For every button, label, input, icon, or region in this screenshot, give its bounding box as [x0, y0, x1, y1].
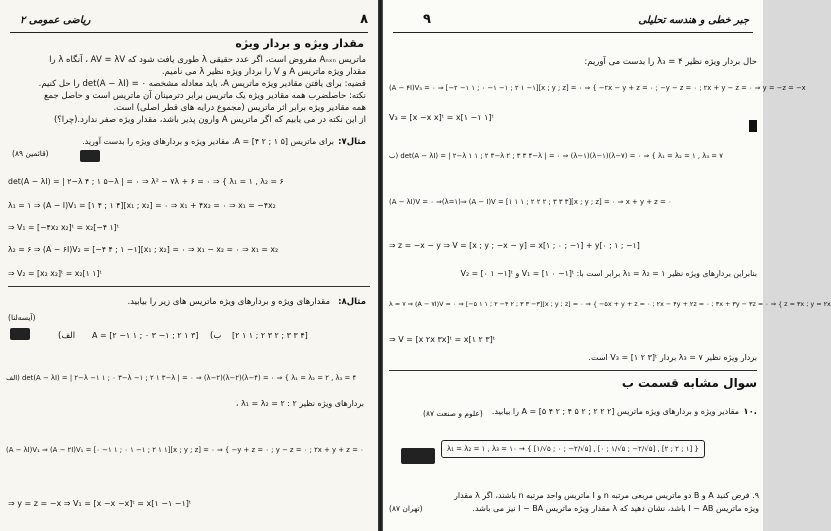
- q10-text: مقادیر ویژه و بردارهای ویژه ماتریس A = [۵ ۴ ۲ ; ۴ ۵ ۲ ; ۲ ۲ ۲] را بیابید.: [491, 407, 739, 416]
- answer-icon: [401, 448, 435, 464]
- running-title: ریاضی عمومی ۲: [20, 15, 91, 26]
- running-title: جبر خطی و هندسه تحلیلی: [638, 15, 749, 26]
- rp-line-4: ب) det(A − λI) = | ۲−λ ۱ ۱ ; ۲ ۳−λ ۲ ; ۳ ۳ ۴−λ | = ۰ ⇒ (λ−۱)(λ−۱)(λ−۷) = ۰ ⇒ { λ₁ = λ₂ = ۱ , λ₃ = ۷: [389, 152, 723, 160]
- left-page: [0, 0, 378, 531]
- example-7-label: مثال۷:: [338, 137, 366, 147]
- intro-line-1: ماتریس Aₙₓₙ مفروض است، اگر عدد حقیقی λ طوری یافت شود که AV = λV ، آنگاه λ را: [49, 55, 366, 65]
- example-8-label: مثال۸:: [338, 297, 366, 307]
- rp-line-9: ⇒ V = [x ۲x ۳x]ᵗ = x[۱ ۲ ۳]ᵗ: [389, 335, 496, 344]
- q9-line-1: ۹. فرض کنید A و B دو ماتریس مربعی مرتبه n و I ماتریس واحد مرتبه n باشند، اگر λ مقدار: [453, 491, 759, 500]
- rp-line-6: ⇒ z = −x − y ⇒ V = [x ; y ; −x − y] = x[۱ ; ۰ ; −۱] + y[۰ ; ۱ ; −۱]: [389, 241, 640, 250]
- q10-answer: λ₁ = λ₂ = ۱ , λ₃ = ۱۰ → { [۱/√۵ ; ۰ ; −۲/√۵] , [۰ ; ۱/√۵ ; −۲/√۵] , [۲ ; ۲ ; ۱] }: [441, 440, 705, 458]
- example-8-text: مقدارهای ویژه و بردارهای ویژه ماتریس های زیر را بیابید.: [127, 297, 330, 307]
- rp-line-2: (A − ۴I)V₃ = ۰ ⇒ [−۲ −۱ ۱ ; ۰ −۱ −۱ ; ۲ ۱ −۱][x ; y ; z] = ۰ ⇒ { −۲x − y + z = ۰ ; −y − z = ۰ ; ۲x + y − z = ۰ ⇒ y = −z = −x: [389, 84, 806, 92]
- rp-line-3: V₃ = [x −x x]ᵗ = x[۱ −۱ ۱]ᵗ: [389, 113, 494, 122]
- right-page: [383, 0, 831, 531]
- page-number: ۹: [423, 12, 431, 27]
- solution-icon: [80, 150, 100, 162]
- rp-line-1: حال بردار ویژه نظیر ۴ = λ₃ را بدست می آوریم:: [584, 57, 757, 67]
- bullet-marker: [749, 120, 757, 132]
- matrix-b-label: (ب: [210, 331, 222, 341]
- solution-icon: [10, 328, 30, 340]
- eq-line-4: λ₂ = ۶ ⇒ (A − ۶I)V₂ = [−۴ ۴ ; ۱ −۱][x₁ ; x₂] = ۰ ⇒ x₁ − x₂ = ۰ ⇒ x₁ = x₂: [8, 245, 279, 254]
- section-title: مقدار ویژه و بردار ویژه: [235, 37, 364, 50]
- divider: [389, 370, 757, 371]
- q10-number: ۱۰.: [743, 407, 757, 417]
- similar-questions-title: سوال مشابه قسمت ب: [621, 376, 757, 390]
- example-8-ref: (آیسه‌لنا): [8, 313, 36, 322]
- rp-line-10: بردار ویژه نظیر ۷ = λ₃ بردار V₃ = [۱ ۲ ۳]ᵗ است.: [588, 353, 757, 362]
- page-number: ۸: [360, 12, 368, 27]
- q10-ref: (علوم و صنعت ۸۷): [423, 409, 483, 418]
- rp-line-8: λ = ۷ ⇒ (A − ۷I)V = ۰ ⇒ [−۵ ۱ ۱ ; ۲ −۴ ۲ ; ۳ ۳ −۳][x ; y ; z] = ۰ ⇒ { −۵x + y + z = ۰ ; ۲x − ۴y + ۲z = ۰ ; ۳x + ۳y − ۳z = ۰ ⇒ { z = ۳x ; y = ۲x: [389, 300, 831, 308]
- intro-line-3: قضیه: برای یافتن مقادیر ویژه ماتریس A، باید معادله مشخصه det(A − λI) = ۰ را حل کنیم.: [38, 79, 366, 89]
- rp-line-5: (A − λI)V = ۰ ⇒(λ=۱)⇒ (A − I)V = [۱ ۱ ۱ ; ۲ ۲ ۲ ; ۳ ۳ ۳][x ; y ; z] = ۰ ⇒ x + y + z = ۰: [389, 198, 672, 206]
- eq2-line-4: ⇒ y = z = −x ⇒ V₁ = [x −x −x]ᵗ = x[۱ −۱ −۱]ᵗ: [8, 499, 192, 508]
- eq-line-3: ⇒ V₁ = [−۴x₂ x₂]ᵗ = x₂[−۴ ۱]ᵗ: [8, 223, 120, 232]
- eq-line-2: λ₁ = ۱ ⇒ (A − I)V₁ = [۱ ۴ ; ۱ ۴][x₁ ; x₂] = ۰ ⇒ x₁ + ۴x₂ = ۰ ⇒ x₁ = −۴x₂: [8, 201, 276, 210]
- intro-line-2: مقدار ویژه ماتریس A و V را بردار ویژه نظیر λ می نامیم.: [161, 67, 366, 77]
- q9-ref: (تهران ۸۷): [389, 504, 423, 513]
- intro-line-6: از این نکته در می یابیم که اگر ماتریس A وارون پذیر باشد، مقدار ویژه صفر ندارد.(چرا؟): [53, 115, 366, 125]
- eq2-line-3: (A − λI)V₁ ⇒ (A − ۲I)V₁ = [۰ −۱ ۱ ; ۰ ۱ −۱ ; ۲ ۱ ۱][x ; y ; z] = ۰ ⇒ { −y + z = ۰ ; y − z = ۰ ; ۲x + y + z = ۰: [6, 446, 364, 454]
- left-page-header: [10, 12, 368, 33]
- rp-line-7: بنابراین بردارهای ویژه نظیر ۱ = λ₁ = λ₂ برابر است با: V₁ = [۱ ۰ −۱]ᵗ و V₂ = [۰ ۱ −۱]ᵗ: [460, 269, 757, 278]
- intro-line-5: همه مقادیر ویژه برابر اثر ماتریس (مجموع درایه های قطر اصلی) است.: [113, 103, 366, 113]
- example-7-text: برای ماتریس A = [۴ ۲ ; ۱ ۵]، مقادیر ویژه و بردارهای ویژه را بدست آورید.: [82, 137, 334, 146]
- matrix-a: A = [۲ −۱ ۱ ; ۰ ۳ −۱ ; ۲ ۱ ۳]: [92, 331, 199, 340]
- intro-line-4: نکته: حاصلضرب همه مقادیر ویژه یک ماتریس برابر دترمینان آن ماتریس است و حاصل جمع: [44, 91, 366, 101]
- example-7-ref: (قائمین ۸۹): [12, 149, 49, 158]
- eq-line-5: ⇒ V₂ = [x₂ x₂]ᵗ = x₂[۱ ۱]ᵗ: [8, 269, 102, 278]
- eq2-line-1: الف) det(A − λI) = | ۲−λ −۱ ۱ ; ۰ ۳−λ −۱ ; ۲ ۱ ۳−λ | = ۰ ⇒ (λ−۲)(λ−۲)(λ−۴) = ۰ ⇒ { λ₁ = λ₂ = ۲ , λ₃ = ۴: [6, 374, 357, 382]
- right-page-header: [393, 12, 753, 33]
- eq2-line-2: بردارهای ویژه نظیر ۲ : λ₁ = λ₂ = ۲ ،: [235, 399, 364, 408]
- divider: [8, 286, 370, 287]
- eq-line-1: det(A − λI) = | ۲−λ ۴ ; ۱ ۵−λ | = ۰ ⇒ λ² − ۷λ + ۶ = ۰ ⇒ { λ₁ = ۱ , λ₂ = ۶: [8, 177, 284, 186]
- matrix-b: [۲ ۱ ۱ ; ۲ ۳ ۲ ; ۳ ۳ ۴]: [232, 331, 308, 340]
- q9-line-2: ویژه ماتریس I − AB باشد، نشان دهید که λ مقدار ویژه ماتریس I − BA نیز می باشد.: [472, 504, 759, 513]
- matrix-a-label: (الف: [58, 331, 76, 341]
